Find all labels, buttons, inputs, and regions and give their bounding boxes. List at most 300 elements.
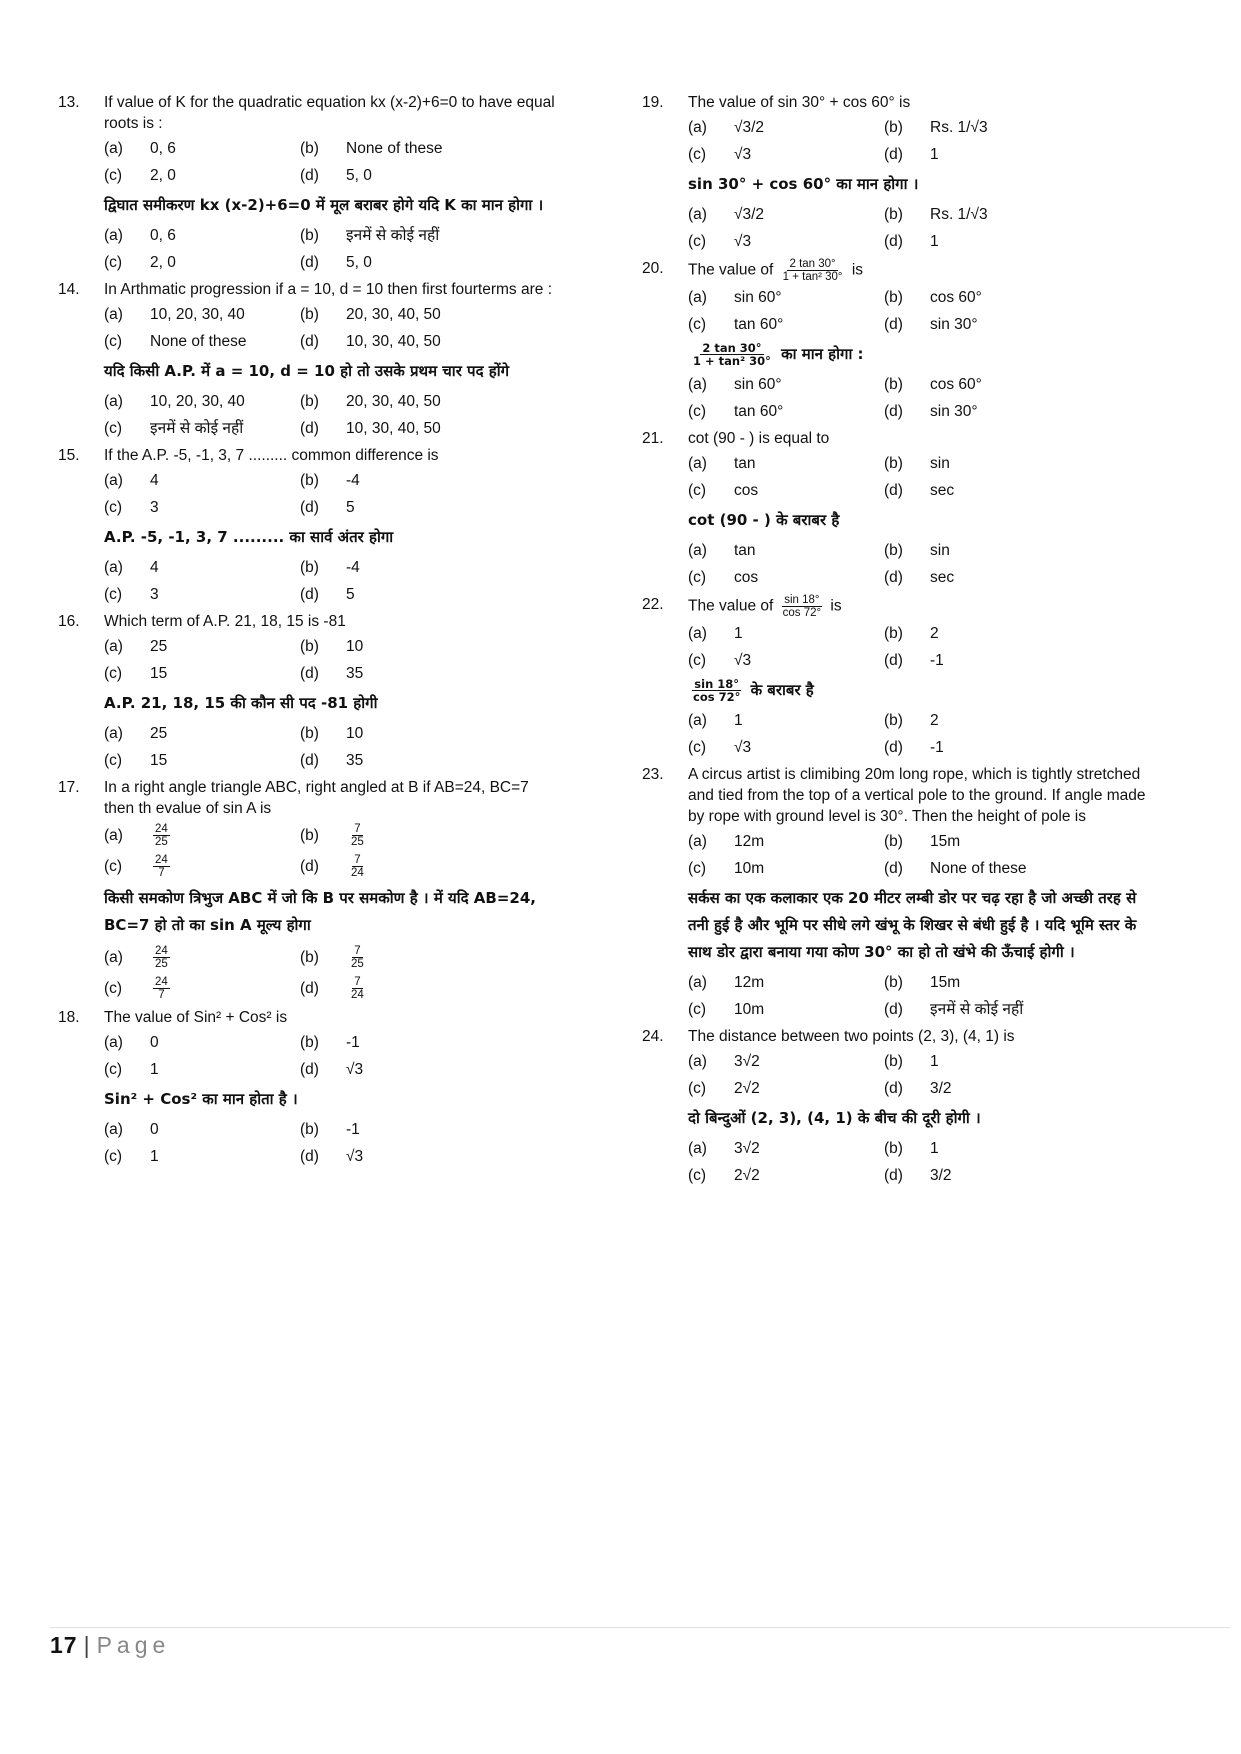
option — [104, 723, 300, 744]
fraction-numerator: 7 — [354, 823, 361, 835]
option-value: cos — [734, 482, 759, 499]
option — [884, 374, 1147, 395]
option-label: (c) — [104, 333, 123, 350]
option-label: (b) — [300, 559, 319, 576]
option-value: √3/2 — [734, 119, 765, 136]
option-label: (b) — [300, 227, 319, 244]
option — [688, 231, 884, 252]
fraction-denominator: 25 — [351, 836, 364, 848]
question-text: A circus artist is climibing 20m long rope, which is tightly stretched and tied from the top of a vertical pole to the ground. If angle made by rope with ground level is 30°. Then the height of pole is — [688, 766, 1146, 825]
question-text-tail: के बराबर है — [750, 681, 814, 699]
option-label: (d) — [884, 1167, 903, 1184]
question-text-hindi: sin 30° + cos 60° का मान होगा । — [688, 175, 919, 193]
option-value: 3/2 — [930, 1080, 952, 1097]
option-label: (c) — [104, 980, 123, 997]
option — [884, 650, 1147, 671]
option-value: sin 30° — [930, 403, 978, 420]
fraction — [691, 342, 773, 367]
option — [104, 1032, 300, 1053]
question-text-tail: is — [830, 597, 842, 615]
option-value: 35 — [346, 752, 364, 769]
question-text: The value of sin 30° + cos 60° is — [688, 94, 911, 111]
option-label: (b) — [884, 206, 903, 223]
question-number: 24. — [642, 1028, 664, 1045]
option — [688, 314, 884, 335]
option — [884, 972, 1147, 993]
option-value: 10 — [346, 725, 364, 742]
option-label: (a) — [104, 827, 123, 844]
option-value: 10, 30, 40, 50 — [346, 420, 441, 437]
fraction-denominator: 1 + tan² 30° — [782, 271, 843, 283]
option-label: (a) — [688, 625, 707, 642]
option-value: 1 — [930, 146, 939, 163]
option-label: (c) — [688, 482, 707, 499]
option — [104, 750, 300, 771]
option-label: (d) — [300, 420, 319, 437]
option-value: 1 — [930, 1053, 939, 1070]
option-label: (a) — [688, 833, 707, 850]
question-text-hindi — [688, 341, 1147, 368]
options-grid — [104, 557, 563, 605]
option-label: (a) — [104, 472, 123, 489]
option — [688, 204, 884, 225]
options-grid — [688, 204, 1147, 252]
option — [884, 1078, 1147, 1099]
fraction-denominator: 25 — [155, 836, 168, 848]
option — [688, 567, 884, 588]
option — [300, 497, 563, 518]
option-label: (b) — [300, 1034, 319, 1051]
option — [300, 557, 563, 578]
options-grid — [104, 723, 563, 771]
options-grid — [104, 1119, 563, 1167]
question-19 — [642, 92, 1147, 252]
option-label: (b) — [884, 625, 903, 642]
option-label: (b) — [884, 712, 903, 729]
option-label: (c) — [688, 739, 707, 756]
question-number: 16. — [58, 613, 80, 630]
option-value: 2√2 — [734, 1167, 760, 1184]
option — [884, 1051, 1147, 1072]
option-label: (a) — [104, 1121, 123, 1138]
question-17 — [58, 777, 563, 1001]
option-label: (b) — [300, 949, 319, 966]
option-label: (a) — [104, 949, 123, 966]
option — [688, 401, 884, 422]
option — [104, 1059, 300, 1080]
option — [300, 138, 563, 159]
option-label: (c) — [104, 167, 123, 184]
option — [300, 1059, 563, 1080]
option — [104, 823, 300, 848]
option-label: (c) — [688, 316, 707, 333]
option-label: (d) — [300, 333, 319, 350]
options-grid — [688, 453, 1147, 501]
option-label: (b) — [884, 289, 903, 306]
option-value: 2 — [930, 712, 939, 729]
option — [688, 144, 884, 165]
option — [688, 374, 884, 395]
option — [688, 480, 884, 501]
option-value: -4 — [346, 559, 360, 576]
option — [300, 470, 563, 491]
option-value: 2 — [930, 625, 939, 642]
right-column — [642, 92, 1147, 1192]
fraction-denominator: 7 — [158, 989, 165, 1001]
option — [300, 854, 563, 879]
fraction — [349, 976, 366, 1001]
option — [688, 737, 884, 758]
option-label: (a) — [104, 725, 123, 742]
option — [884, 858, 1147, 879]
option — [688, 999, 884, 1020]
option — [104, 854, 300, 879]
option-value: √3/2 — [734, 206, 765, 223]
question-text-tail: का मान होगा : — [781, 345, 864, 363]
option — [300, 304, 563, 325]
option-label: (c) — [688, 1080, 707, 1097]
option — [300, 663, 563, 684]
option — [104, 976, 300, 1001]
fraction-numerator: 2 tan 30° — [789, 258, 836, 270]
option-value: 12m — [734, 974, 765, 991]
fraction-denominator: 24 — [351, 867, 364, 879]
option-label: (a) — [104, 1034, 123, 1051]
question-text-hindi — [688, 677, 1147, 704]
option-value: 2, 0 — [150, 167, 176, 184]
question-20 — [642, 258, 1147, 422]
option-label: (d) — [300, 752, 319, 769]
option — [104, 331, 300, 352]
option-label: (d) — [884, 1001, 903, 1018]
option-value: 25 — [150, 638, 168, 655]
option — [884, 831, 1147, 852]
options-grid — [688, 374, 1147, 422]
option-value: 20, 30, 40, 50 — [346, 393, 441, 410]
option — [688, 623, 884, 644]
option — [300, 1146, 563, 1167]
option-value: -1 — [346, 1121, 360, 1138]
fraction-numerator: 2 tan 30° — [702, 341, 762, 355]
option-value: None of these — [346, 140, 443, 157]
option-value: cos 60° — [930, 376, 982, 393]
option-label: (a) — [688, 455, 707, 472]
option — [300, 750, 563, 771]
question-text-lead: The value of — [688, 597, 774, 615]
option-label: (d) — [884, 482, 903, 499]
question-number: 17. — [58, 779, 80, 796]
question-16 — [58, 611, 563, 771]
fraction — [349, 854, 366, 879]
option — [104, 165, 300, 186]
option-label: (a) — [104, 393, 123, 410]
option-value: 0, 6 — [150, 227, 176, 244]
option-value: 3√2 — [734, 1140, 760, 1157]
option-label: (c) — [104, 254, 123, 271]
option — [884, 623, 1147, 644]
option-label: (a) — [688, 119, 707, 136]
option — [300, 1032, 563, 1053]
option-value: 15m — [930, 974, 961, 991]
option-value: 4 — [150, 472, 159, 489]
option-label: (c) — [688, 1167, 707, 1184]
question-23 — [642, 764, 1147, 1020]
option-value: 1 — [930, 1140, 939, 1157]
option-label: (b) — [300, 827, 319, 844]
option-value: 25 — [150, 725, 168, 742]
option — [104, 1119, 300, 1140]
options-grid — [688, 1138, 1147, 1186]
option-label: (b) — [300, 472, 319, 489]
fraction-denominator: 24 — [351, 989, 364, 1001]
fraction-numerator: 7 — [354, 854, 361, 866]
option — [104, 391, 300, 412]
option — [688, 287, 884, 308]
option-value: sin 30° — [930, 316, 978, 333]
options-grid — [104, 304, 563, 352]
option — [688, 453, 884, 474]
option-label: (a) — [688, 974, 707, 991]
option-value: sec — [930, 482, 955, 499]
option-label: (b) — [300, 306, 319, 323]
option-label: (c) — [688, 569, 707, 586]
option-value: 3 — [150, 586, 159, 603]
option — [884, 1138, 1147, 1159]
option — [300, 945, 563, 970]
question-22 — [642, 594, 1147, 758]
option — [688, 710, 884, 731]
option — [884, 144, 1147, 165]
option-value: 10m — [734, 860, 765, 877]
option-value: √3 — [346, 1148, 364, 1165]
question-number: 13. — [58, 94, 80, 111]
option — [300, 1119, 563, 1140]
fraction — [153, 823, 170, 848]
option-value: 10, 20, 30, 40 — [150, 393, 245, 410]
option — [688, 972, 884, 993]
option — [884, 567, 1147, 588]
option — [104, 636, 300, 657]
option-value: 3/2 — [930, 1167, 952, 1184]
option — [884, 231, 1147, 252]
option-value: tan — [734, 455, 756, 472]
question-number: 21. — [642, 430, 664, 447]
question-text-lead: The value of — [688, 261, 774, 279]
options-grid — [104, 470, 563, 518]
options-grid — [104, 823, 563, 879]
option — [104, 252, 300, 273]
options-grid — [688, 117, 1147, 165]
option — [300, 252, 563, 273]
option-value: tan 60° — [734, 403, 784, 420]
fraction-numerator: 24 — [155, 945, 168, 957]
option-label: (c) — [104, 499, 123, 516]
option — [688, 1078, 884, 1099]
question-number: 15. — [58, 447, 80, 464]
question-15 — [58, 445, 563, 605]
option-label: (d) — [300, 665, 319, 682]
option-value: 2, 0 — [150, 254, 176, 271]
option-value: tan 60° — [734, 316, 784, 333]
option-label: (b) — [884, 833, 903, 850]
options-grid — [688, 623, 1147, 671]
question-18 — [58, 1007, 563, 1167]
option — [688, 1051, 884, 1072]
option-label: (c) — [104, 420, 123, 437]
question-text-hindi: यदि किसी A.P. में a = 10, d = 10 हो तो उसके प्रथम चार पद होंगे — [104, 362, 510, 380]
option-value: -1 — [930, 739, 944, 756]
fraction-denominator: cos 72° — [693, 690, 741, 704]
option-value: 2√2 — [734, 1080, 760, 1097]
option — [884, 737, 1147, 758]
option — [688, 831, 884, 852]
option-value: 5, 0 — [346, 254, 372, 271]
fraction-denominator: 25 — [351, 958, 364, 970]
option-value: 1 — [734, 712, 743, 729]
option-label: (d) — [300, 1148, 319, 1165]
option-label: (c) — [688, 233, 707, 250]
option-label: (d) — [884, 316, 903, 333]
option-label: (b) — [884, 974, 903, 991]
option-label: (b) — [300, 725, 319, 742]
option-value: sin 60° — [734, 376, 782, 393]
option — [884, 401, 1147, 422]
option-label: (d) — [300, 858, 319, 875]
option-value: 15 — [150, 752, 168, 769]
option-label: (b) — [300, 393, 319, 410]
option-value: √3 — [734, 233, 752, 250]
option — [104, 138, 300, 159]
option-value: 1 — [150, 1061, 159, 1078]
option-label: (d) — [300, 980, 319, 997]
option-value: 35 — [346, 665, 364, 682]
option-label: (b) — [884, 1053, 903, 1070]
option-value: 1 — [734, 625, 743, 642]
option — [104, 497, 300, 518]
option — [884, 1165, 1147, 1186]
option — [884, 453, 1147, 474]
option-value: 1 — [150, 1148, 159, 1165]
option-label: (a) — [688, 712, 707, 729]
option-label: (c) — [688, 652, 707, 669]
option — [300, 418, 563, 439]
option-label: (d) — [884, 739, 903, 756]
option — [300, 976, 563, 1001]
options-grid — [104, 945, 563, 1001]
fraction-numerator: 7 — [354, 976, 361, 988]
question-text-hindi: A.P. 21, 18, 15 की कौन सी पद -81 होगी — [104, 694, 378, 712]
option — [884, 999, 1147, 1020]
option-label: (c) — [104, 1061, 123, 1078]
option-value: 15m — [930, 833, 961, 850]
option-label: (b) — [884, 1140, 903, 1157]
options-grid — [104, 636, 563, 684]
footer-separator: | — [83, 1632, 91, 1658]
option-value: -1 — [346, 1034, 360, 1051]
option-value: sin 60° — [734, 289, 782, 306]
option — [688, 117, 884, 138]
options-grid — [104, 1032, 563, 1080]
option-label: (c) — [688, 146, 707, 163]
option-label: (d) — [884, 569, 903, 586]
option-value: tan — [734, 542, 756, 559]
option-label: (d) — [300, 499, 319, 516]
question-text-hindi: दो बिन्दुओं (2, 3), (4, 1) के बीच की दूरी होगी । — [688, 1109, 981, 1127]
options-grid — [688, 972, 1147, 1020]
option-label: (b) — [300, 140, 319, 157]
fraction — [153, 945, 170, 970]
option-label: (d) — [884, 146, 903, 163]
options-grid — [688, 831, 1147, 879]
option — [104, 304, 300, 325]
option-label: (c) — [104, 586, 123, 603]
fraction-numerator: 24 — [155, 854, 168, 866]
option — [104, 1146, 300, 1167]
option-label: (a) — [688, 206, 707, 223]
question-text-hindi: Sin² + Cos² का मान होता है । — [104, 1090, 298, 1108]
option — [104, 470, 300, 491]
option-value: Rs. 1/√3 — [930, 206, 988, 223]
question-text — [688, 258, 1147, 283]
option-label: (a) — [104, 638, 123, 655]
question-number: 20. — [642, 260, 664, 277]
option-value: 5 — [346, 499, 355, 516]
option-value: sin — [930, 455, 950, 472]
fraction — [349, 823, 366, 848]
question-14 — [58, 279, 563, 439]
option-label: (d) — [300, 586, 319, 603]
option-label: (d) — [884, 403, 903, 420]
option-label: (c) — [104, 858, 123, 875]
option-label: (b) — [884, 119, 903, 136]
option-label: (a) — [688, 1053, 707, 1070]
option — [688, 540, 884, 561]
options-grid — [688, 287, 1147, 335]
option-value: cos 60° — [930, 289, 982, 306]
question-text: The value of Sin² + Cos² is — [104, 1009, 288, 1026]
fraction-numerator: 24 — [155, 823, 168, 835]
option-value: 3 — [150, 499, 159, 516]
option-value: 10 — [346, 638, 364, 655]
question-text — [688, 594, 1147, 619]
option — [300, 165, 563, 186]
options-grid — [688, 540, 1147, 588]
question-number: 19. — [642, 94, 664, 111]
option-label: (b) — [884, 455, 903, 472]
option-label: (a) — [688, 542, 707, 559]
option-label: (d) — [884, 860, 903, 877]
option-value: √3 — [346, 1061, 364, 1078]
fraction-denominator: 25 — [155, 958, 168, 970]
option-value: इनमें से कोई नहीं — [930, 1001, 1024, 1018]
option-label: (a) — [688, 289, 707, 306]
option-value: None of these — [930, 860, 1027, 877]
options-grid — [104, 225, 563, 273]
option — [884, 480, 1147, 501]
option-value: 5, 0 — [346, 167, 372, 184]
left-column — [58, 92, 563, 1173]
fraction-numerator: 7 — [354, 945, 361, 957]
option — [884, 540, 1147, 561]
option — [688, 1138, 884, 1159]
option-label: (a) — [104, 227, 123, 244]
option — [104, 225, 300, 246]
fraction — [153, 976, 170, 1001]
option — [104, 945, 300, 970]
fraction — [781, 594, 823, 619]
option — [688, 650, 884, 671]
option-label: (c) — [688, 860, 707, 877]
